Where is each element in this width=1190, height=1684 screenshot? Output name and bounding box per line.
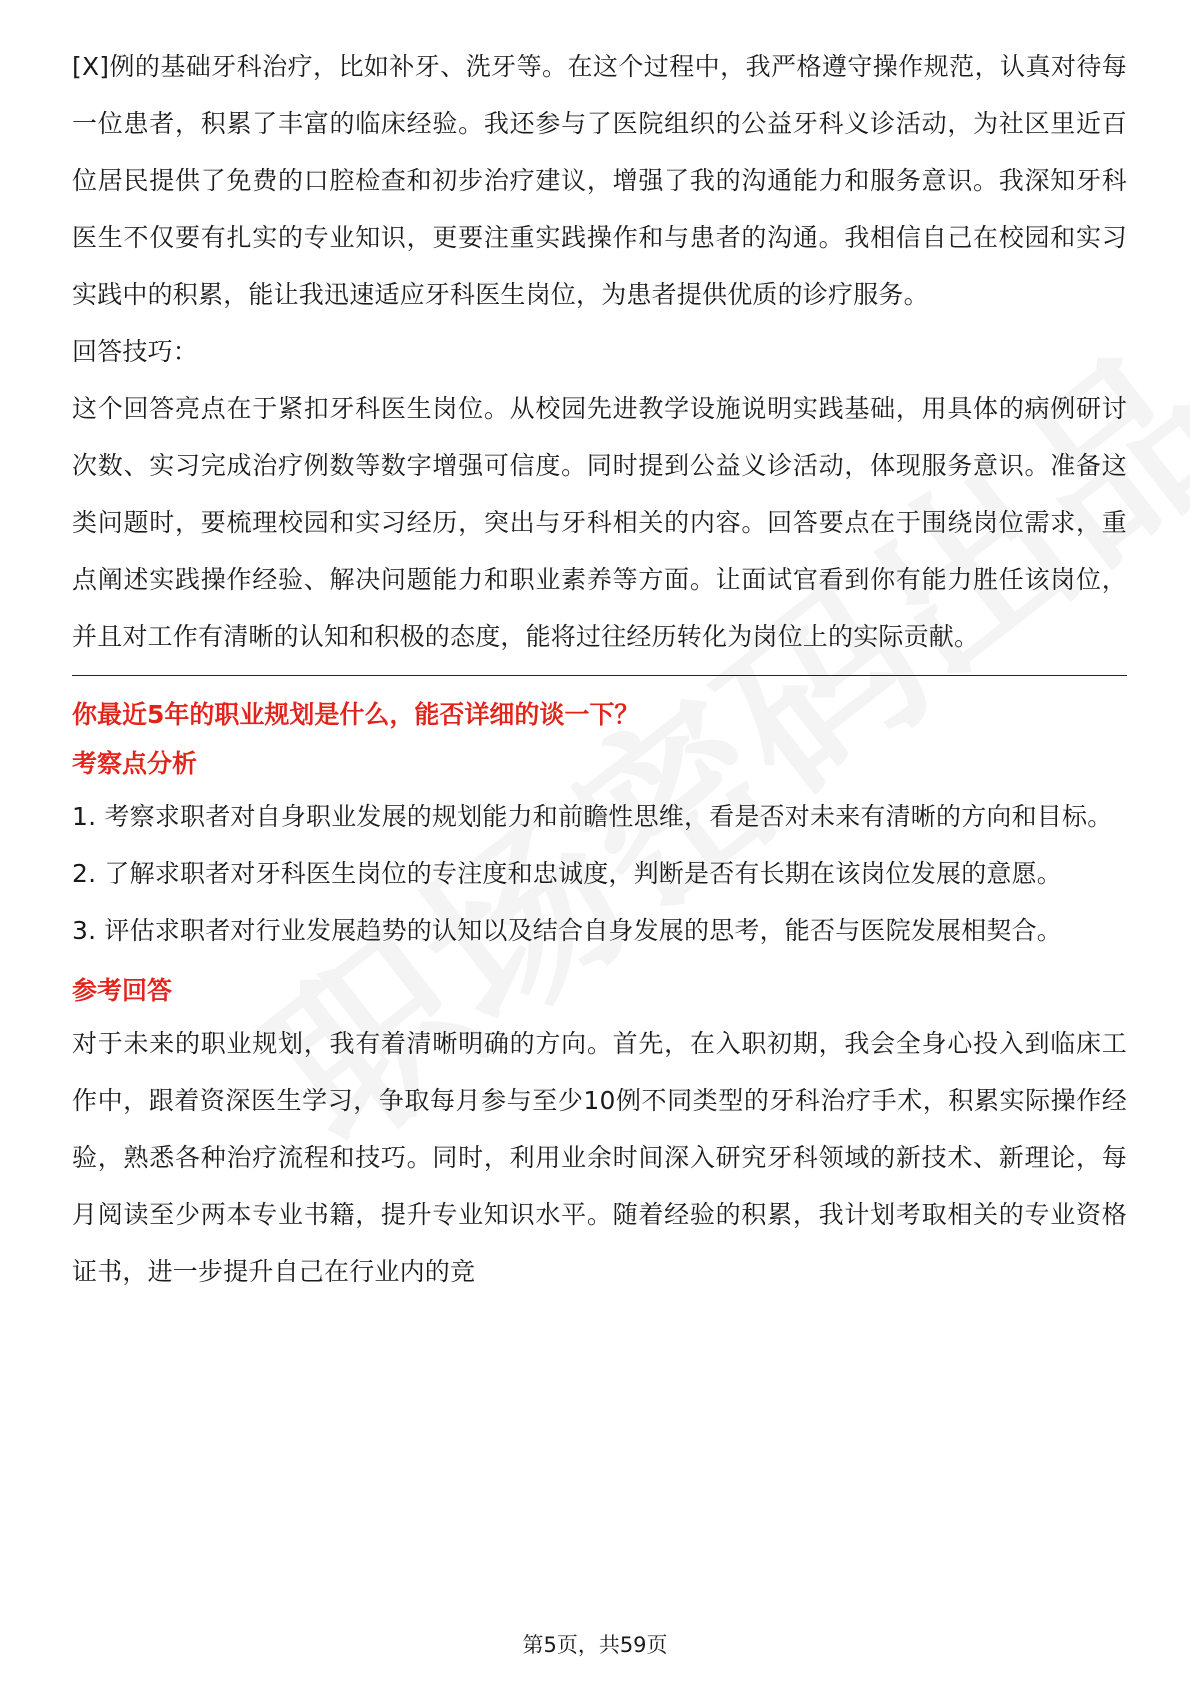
analysis-heading: 考察点分析: [72, 749, 198, 778]
analysis-point-1: 1. 考察求职者对自身职业发展的规划能力和前瞻性思维，看是否对未来有清晰的方向和目标。: [72, 802, 1113, 831]
tips-text: 这个回答亮点在于紧扣牙科医生岗位。从校园先进教学设施说明实践基础，用具体的病例研讨次数、实习完成治疗例数等数字增强可信度。同时提到公益义诊活动，体现服务意识。准备这类问题时，要梳理校园和实习经历，突出与牙科相关的内容。回答要点在于围绕岗位需求，重点阐述实践操作经验、解决问题能力和职业素养等方面。让面试官看到你有能力胜任该岗位，并且对工作有清晰的认知和积极的态度，能将过往经历转化为岗位上的实际贡献。: [72, 394, 1127, 651]
reference-heading: 参考回答: [72, 976, 173, 1005]
tips-label: 回答技巧：: [72, 337, 199, 366]
analysis-point-2: 2. 了解求职者对牙科医生岗位的专注度和忠诚度，判断是否有长期在该岗位发展的意愿。: [72, 859, 1063, 888]
page-indicator: 第5页，共59页: [522, 1633, 668, 1657]
document-page: [72, 38, 1127, 1300]
previous-answer-continuation: [X]例的基础牙科治疗，比如补牙、洗牙等。在这个过程中，我严格遵守操作规范，认真对待每一位患者，积累了丰富的临床经验。我还参与了医院组织的公益牙科义诊活动，为社区里近百位居民提供了免费的口腔检查和初步治疗建议，增强了我的沟通能力和服务意识。我深知牙科医生不仅要有扎实的专业知识，更要注重实践操作和与患者的沟通。我相信自己在校园和实习实践中的积累，能让我迅速适应牙科医生岗位，为患者提供优质的诊疗服务。: [72, 52, 1127, 309]
question-title: 你最近5年的职业规划是什么，能否详细的谈一下？: [72, 700, 640, 729]
reference-answer-text: 对于未来的职业规划，我有着清晰明确的方向。首先，在入职初期，我会全身心投入到临床工作中，跟着资深医生学习，争取每月参与至少10例不同类型的牙科治疗手术，积累实际操作经验，熟悉各种治疗流程和技巧。同时，利用业余时间深入研究牙科领域的新技术、新理论，每月阅读至少两本专业书籍，提升专业知识水平。随着经验的积累，我计划考取相关的专业资格证书，进一步提升自己在行业内的竞: [72, 1029, 1127, 1286]
analysis-point-3: 3. 评估求职者对行业发展趋势的认知以及结合自身发展的思考，能否与医院发展相契合。: [72, 916, 1063, 945]
section-divider: [72, 675, 1127, 676]
